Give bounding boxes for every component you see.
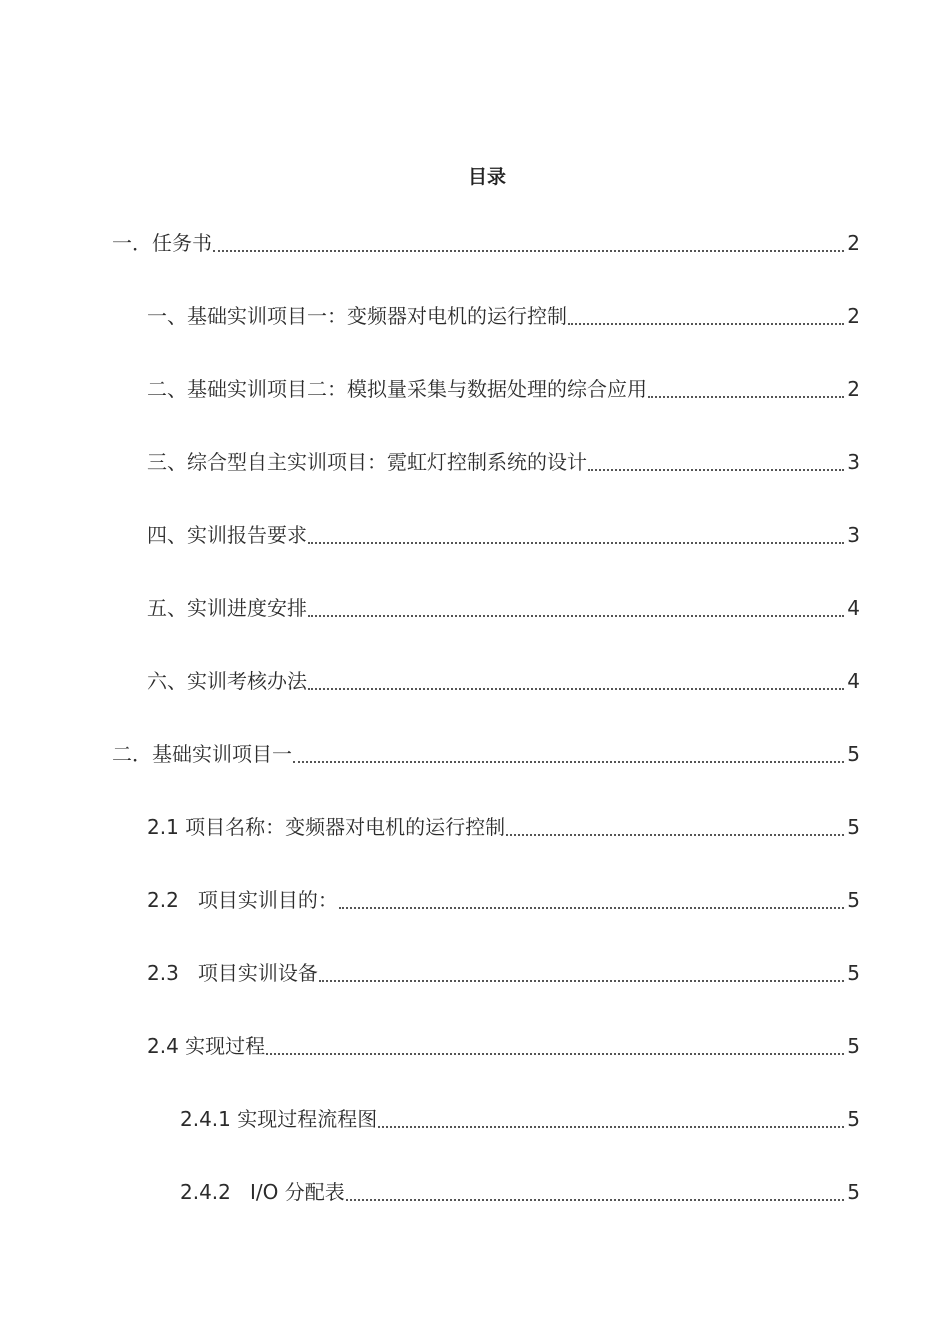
toc-entry-label: 2.4.2 I/O 分配表 bbox=[180, 1180, 345, 1204]
toc-entry-page: 4 bbox=[847, 596, 860, 620]
dot-leader bbox=[339, 907, 844, 909]
toc-entry-page: 5 bbox=[847, 888, 860, 912]
dot-leader bbox=[308, 542, 844, 544]
toc-entry[interactable] bbox=[147, 883, 860, 917]
toc-entry-page: 2 bbox=[847, 231, 860, 255]
dot-leader bbox=[588, 469, 844, 471]
dot-leader bbox=[346, 1199, 845, 1201]
toc-entry[interactable] bbox=[147, 518, 860, 552]
toc-entry-page: 5 bbox=[847, 815, 860, 839]
toc-entry-label: 2.4.1 实现过程流程图 bbox=[180, 1107, 378, 1131]
toc-entry-label: 二．基础实训项目一 bbox=[112, 742, 292, 766]
toc-entry-label: 一、基础实训项目一：变频器对电机的运行控制 bbox=[147, 304, 567, 328]
dot-leader bbox=[308, 615, 844, 617]
dot-leader bbox=[648, 396, 844, 398]
toc-entry-label: 四、实训报告要求 bbox=[147, 523, 307, 547]
toc-entry[interactable] bbox=[112, 226, 860, 260]
toc-entry-page: 5 bbox=[847, 1180, 860, 1204]
dot-leader bbox=[568, 323, 844, 325]
toc-entry[interactable] bbox=[147, 1029, 860, 1063]
toc-entry-page: 3 bbox=[847, 450, 860, 474]
toc-entry[interactable] bbox=[112, 737, 860, 771]
toc-entry-label: 2.3 项目实训设备 bbox=[147, 961, 318, 985]
toc-entry-label: 一．任务书 bbox=[112, 231, 212, 255]
toc-entry[interactable] bbox=[147, 299, 860, 333]
toc-entry-page: 4 bbox=[847, 669, 860, 693]
dot-leader bbox=[293, 761, 844, 763]
toc-entry[interactable] bbox=[147, 956, 860, 990]
toc-entry-label: 二、基础实训项目二：模拟量采集与数据处理的综合应用 bbox=[147, 377, 647, 401]
toc-entry[interactable] bbox=[180, 1102, 860, 1136]
toc-entry-label: 2.2 项目实训目的： bbox=[147, 888, 338, 912]
dot-leader bbox=[213, 250, 844, 252]
toc-entry-label: 五、实训进度安排 bbox=[147, 596, 307, 620]
toc-entry[interactable] bbox=[180, 1175, 860, 1209]
toc-entry-page: 5 bbox=[847, 1107, 860, 1131]
toc-entry[interactable] bbox=[147, 445, 860, 479]
toc-entry-label: 六、实训考核办法 bbox=[147, 669, 307, 693]
toc-entry[interactable] bbox=[147, 372, 860, 406]
toc-entry[interactable] bbox=[147, 810, 860, 844]
dot-leader bbox=[308, 688, 844, 690]
toc-entry[interactable] bbox=[147, 664, 860, 698]
toc-entry-page: 3 bbox=[847, 523, 860, 547]
toc-entry-page: 5 bbox=[847, 1034, 860, 1058]
dot-leader bbox=[319, 980, 844, 982]
toc-entry[interactable] bbox=[147, 591, 860, 625]
toc-entry-page: 2 bbox=[847, 377, 860, 401]
dot-leader bbox=[378, 1126, 844, 1128]
dot-leader bbox=[506, 834, 844, 836]
toc-entry-page: 5 bbox=[847, 961, 860, 985]
toc-entry-label: 2.1 项目名称：变频器对电机的运行控制 bbox=[147, 815, 506, 839]
toc-entry-label: 三、综合型自主实训项目：霓虹灯控制系统的设计 bbox=[147, 450, 587, 474]
toc-title: 目录 bbox=[467, 166, 506, 188]
toc-entry-page: 5 bbox=[847, 742, 860, 766]
toc-entry-page: 2 bbox=[847, 304, 860, 328]
toc-entry-label: 2.4 实现过程 bbox=[147, 1034, 266, 1058]
dot-leader bbox=[266, 1053, 844, 1055]
